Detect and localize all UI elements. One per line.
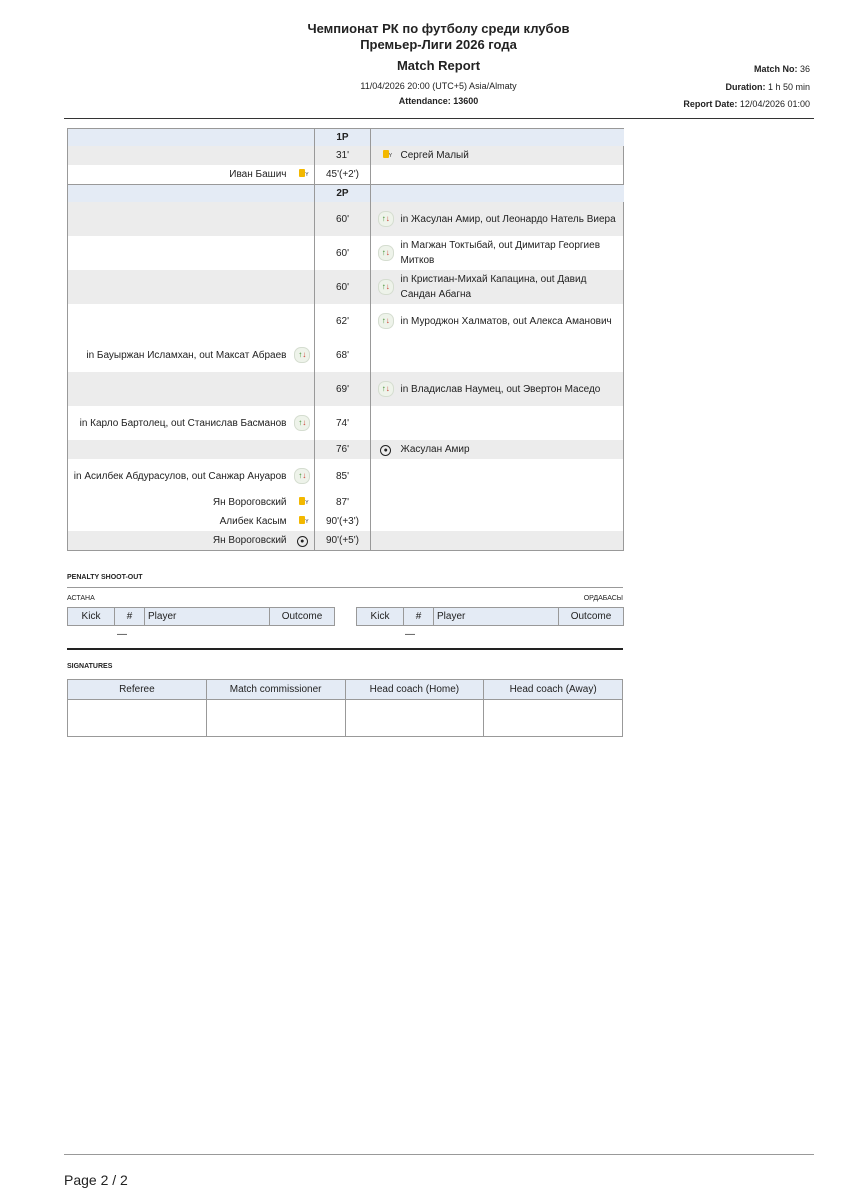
header-divider	[64, 118, 814, 119]
sig-referee-box	[68, 700, 207, 737]
event-minute: 60'	[315, 236, 371, 270]
home-event-text	[68, 270, 291, 304]
home-event-icon	[291, 493, 315, 512]
attendance-value: 13600	[453, 96, 479, 106]
event-minute: 69'	[315, 372, 371, 406]
away-event-icon	[371, 236, 401, 270]
signatures-table	[67, 679, 623, 737]
period-label: 1P	[315, 129, 371, 147]
substitution-icon: ↑↓	[378, 381, 394, 397]
duration	[725, 82, 810, 92]
away-event-icon	[371, 531, 401, 551]
away-event-text: in Владислав Наумец, out Эвертон Маседо	[401, 372, 624, 406]
event-row	[68, 459, 624, 493]
penalty-away-empty: —	[405, 629, 415, 640]
footer-divider	[64, 1154, 814, 1155]
away-event-text: in Магжан Токтыбай, out Димитар Георгиев Митков	[401, 236, 624, 270]
yellow-card-icon	[299, 497, 305, 505]
event-row	[68, 165, 624, 185]
away-event-icon	[371, 440, 401, 459]
sig-commissioner-box	[206, 700, 345, 737]
match-number-label: Match No:	[753, 64, 798, 74]
penalty-section-title: PENALTY SHOOT-OUT	[67, 574, 143, 581]
event-minute: 60'	[315, 270, 371, 304]
away-event-icon	[371, 202, 401, 236]
home-event-text	[68, 146, 291, 165]
event-minute: 45'(+2')	[315, 165, 371, 185]
away-event-text	[401, 493, 624, 512]
away-event-icon	[371, 146, 401, 165]
away-event-text	[401, 531, 624, 551]
match-datetime: 11/04/2026 20:00 (UTC+5) Asia/Almaty	[360, 81, 517, 91]
substitution-icon: ↑↓	[294, 415, 310, 431]
home-event-text: in Карло Бартолец, out Станислав Басманов	[68, 406, 291, 440]
home-event-icon	[291, 270, 315, 304]
event-row	[68, 440, 624, 459]
event-minute: 85'	[315, 459, 371, 493]
away-event-text: in Кристиан-Михай Капацина, out Давид Сандан Абагна	[401, 270, 624, 304]
substitution-icon: ↑↓	[378, 211, 394, 227]
away-event-text	[401, 406, 624, 440]
substitution-icon: ↑↓	[378, 245, 394, 261]
substitution-icon: ↑↓	[378, 279, 394, 295]
event-row	[68, 304, 624, 338]
home-event-text	[68, 202, 291, 236]
event-row	[68, 406, 624, 440]
away-event-icon	[371, 338, 401, 372]
report-date-label: Report Date:	[683, 99, 738, 109]
home-event-icon	[291, 406, 315, 440]
penalty-table-home	[67, 607, 335, 626]
away-event-icon	[371, 512, 401, 531]
home-event-icon	[291, 202, 315, 236]
event-row	[68, 493, 624, 512]
yellow-card-icon	[299, 169, 305, 177]
sig-coach-home: Head coach (Home)	[345, 680, 484, 700]
substitution-icon: ↑↓	[294, 347, 310, 363]
col-number: #	[404, 608, 434, 626]
away-event-icon	[371, 372, 401, 406]
match-number	[754, 64, 810, 74]
event-minute: 62'	[315, 304, 371, 338]
sig-coach-away-box	[484, 700, 623, 737]
home-event-icon	[291, 531, 315, 551]
competition-title-line1: Чемпионат РК по футболу среди клубов	[307, 21, 570, 36]
home-event-icon	[291, 459, 315, 493]
event-minute: 31'	[315, 146, 371, 165]
away-event-icon	[371, 304, 401, 338]
penalty-away-team: ОРДАБАСЫ	[583, 595, 623, 602]
home-event-icon	[291, 338, 315, 372]
event-minute: 76'	[315, 440, 371, 459]
event-row	[68, 338, 624, 372]
away-event-icon	[371, 165, 401, 185]
away-event-icon	[371, 459, 401, 493]
col-outcome: Outcome	[559, 608, 624, 626]
home-event-text: in Бауыржан Исламхан, out Максат Абраев	[68, 338, 291, 372]
away-event-text	[401, 512, 624, 531]
event-row	[68, 202, 624, 236]
report-title: Match Report	[396, 58, 481, 73]
home-event-icon	[291, 165, 315, 185]
report-date	[683, 99, 810, 109]
event-minute: 74'	[315, 406, 371, 440]
away-event-text: in Жасулан Амир, out Леонардо Натель Виера	[401, 202, 624, 236]
event-minute: 90'(+5')	[315, 531, 371, 551]
home-event-text	[68, 440, 291, 459]
event-row	[68, 512, 624, 531]
col-player: Player	[434, 608, 559, 626]
col-number: #	[115, 608, 145, 626]
home-event-icon	[291, 512, 315, 531]
col-kick: Kick	[357, 608, 404, 626]
event-minute: 60'	[315, 202, 371, 236]
event-minute: 68'	[315, 338, 371, 372]
event-row	[68, 270, 624, 304]
duration-value: 1 h 50 min	[767, 82, 810, 92]
penalty-home-empty: —	[117, 629, 127, 640]
col-player: Player	[145, 608, 270, 626]
goal-icon: ●	[380, 445, 391, 456]
home-event-icon	[291, 236, 315, 270]
event-row	[68, 146, 624, 165]
event-row	[68, 372, 624, 406]
home-event-icon	[291, 372, 315, 406]
events-table	[67, 128, 624, 551]
away-event-text	[401, 165, 624, 185]
home-event-text: Ян Вороговский	[68, 531, 291, 551]
yellow-card-icon	[383, 150, 389, 158]
penalty-bottom-rule	[67, 648, 623, 650]
home-event-text: Алибек Касым	[68, 512, 291, 531]
away-event-text: Сергей Малый	[401, 146, 624, 165]
period-label: 2P	[315, 185, 371, 203]
goal-icon: ●	[297, 536, 308, 547]
signatures-section-title: SIGNATURES	[67, 663, 113, 670]
sig-coach-away: Head coach (Away)	[484, 680, 623, 700]
report-date-value: 12/04/2026 01:00	[739, 99, 810, 109]
away-event-icon	[371, 493, 401, 512]
home-event-icon	[291, 440, 315, 459]
away-event-text	[401, 338, 624, 372]
away-event-icon	[371, 406, 401, 440]
duration-label: Duration:	[725, 82, 766, 92]
event-minute: 90'(+3')	[315, 512, 371, 531]
away-event-text: Жасулан Амир	[401, 440, 624, 459]
sig-commissioner: Match commissioner	[206, 680, 345, 700]
match-number-value: 36	[799, 64, 810, 74]
sig-referee: Referee	[68, 680, 207, 700]
home-event-text	[68, 236, 291, 270]
home-event-text	[68, 372, 291, 406]
home-event-icon	[291, 146, 315, 165]
substitution-icon: ↑↓	[294, 468, 310, 484]
page-number: Page 2 / 2	[64, 1172, 128, 1188]
home-event-text: Иван Башич	[68, 165, 291, 185]
yellow-card-icon	[299, 516, 305, 524]
col-kick: Kick	[68, 608, 115, 626]
away-event-text	[401, 459, 624, 493]
competition-title-line2: Премьер-Лиги 2026 года	[360, 37, 517, 52]
penalty-divider	[67, 587, 623, 588]
substitution-icon: ↑↓	[378, 313, 394, 329]
attendance-label: Attendance:	[398, 96, 451, 106]
away-event-icon	[371, 270, 401, 304]
event-minute: 87'	[315, 493, 371, 512]
away-event-text: in Муроджон Халматов, out Алекса Аманович	[401, 304, 624, 338]
col-outcome: Outcome	[270, 608, 335, 626]
home-event-text: Ян Вороговский	[68, 493, 291, 512]
competition-title	[0, 21, 848, 53]
penalty-table-away	[356, 607, 624, 626]
sig-coach-home-box	[345, 700, 484, 737]
home-event-icon	[291, 304, 315, 338]
event-row	[68, 531, 624, 551]
event-row	[68, 236, 624, 270]
period-header-2	[68, 185, 624, 203]
penalty-home-team: АСТАНА	[67, 595, 95, 602]
period-header-1	[68, 129, 624, 147]
home-event-text	[68, 304, 291, 338]
home-event-text: in Асилбек Абдурасулов, out Санжар Ануаров	[68, 459, 291, 493]
